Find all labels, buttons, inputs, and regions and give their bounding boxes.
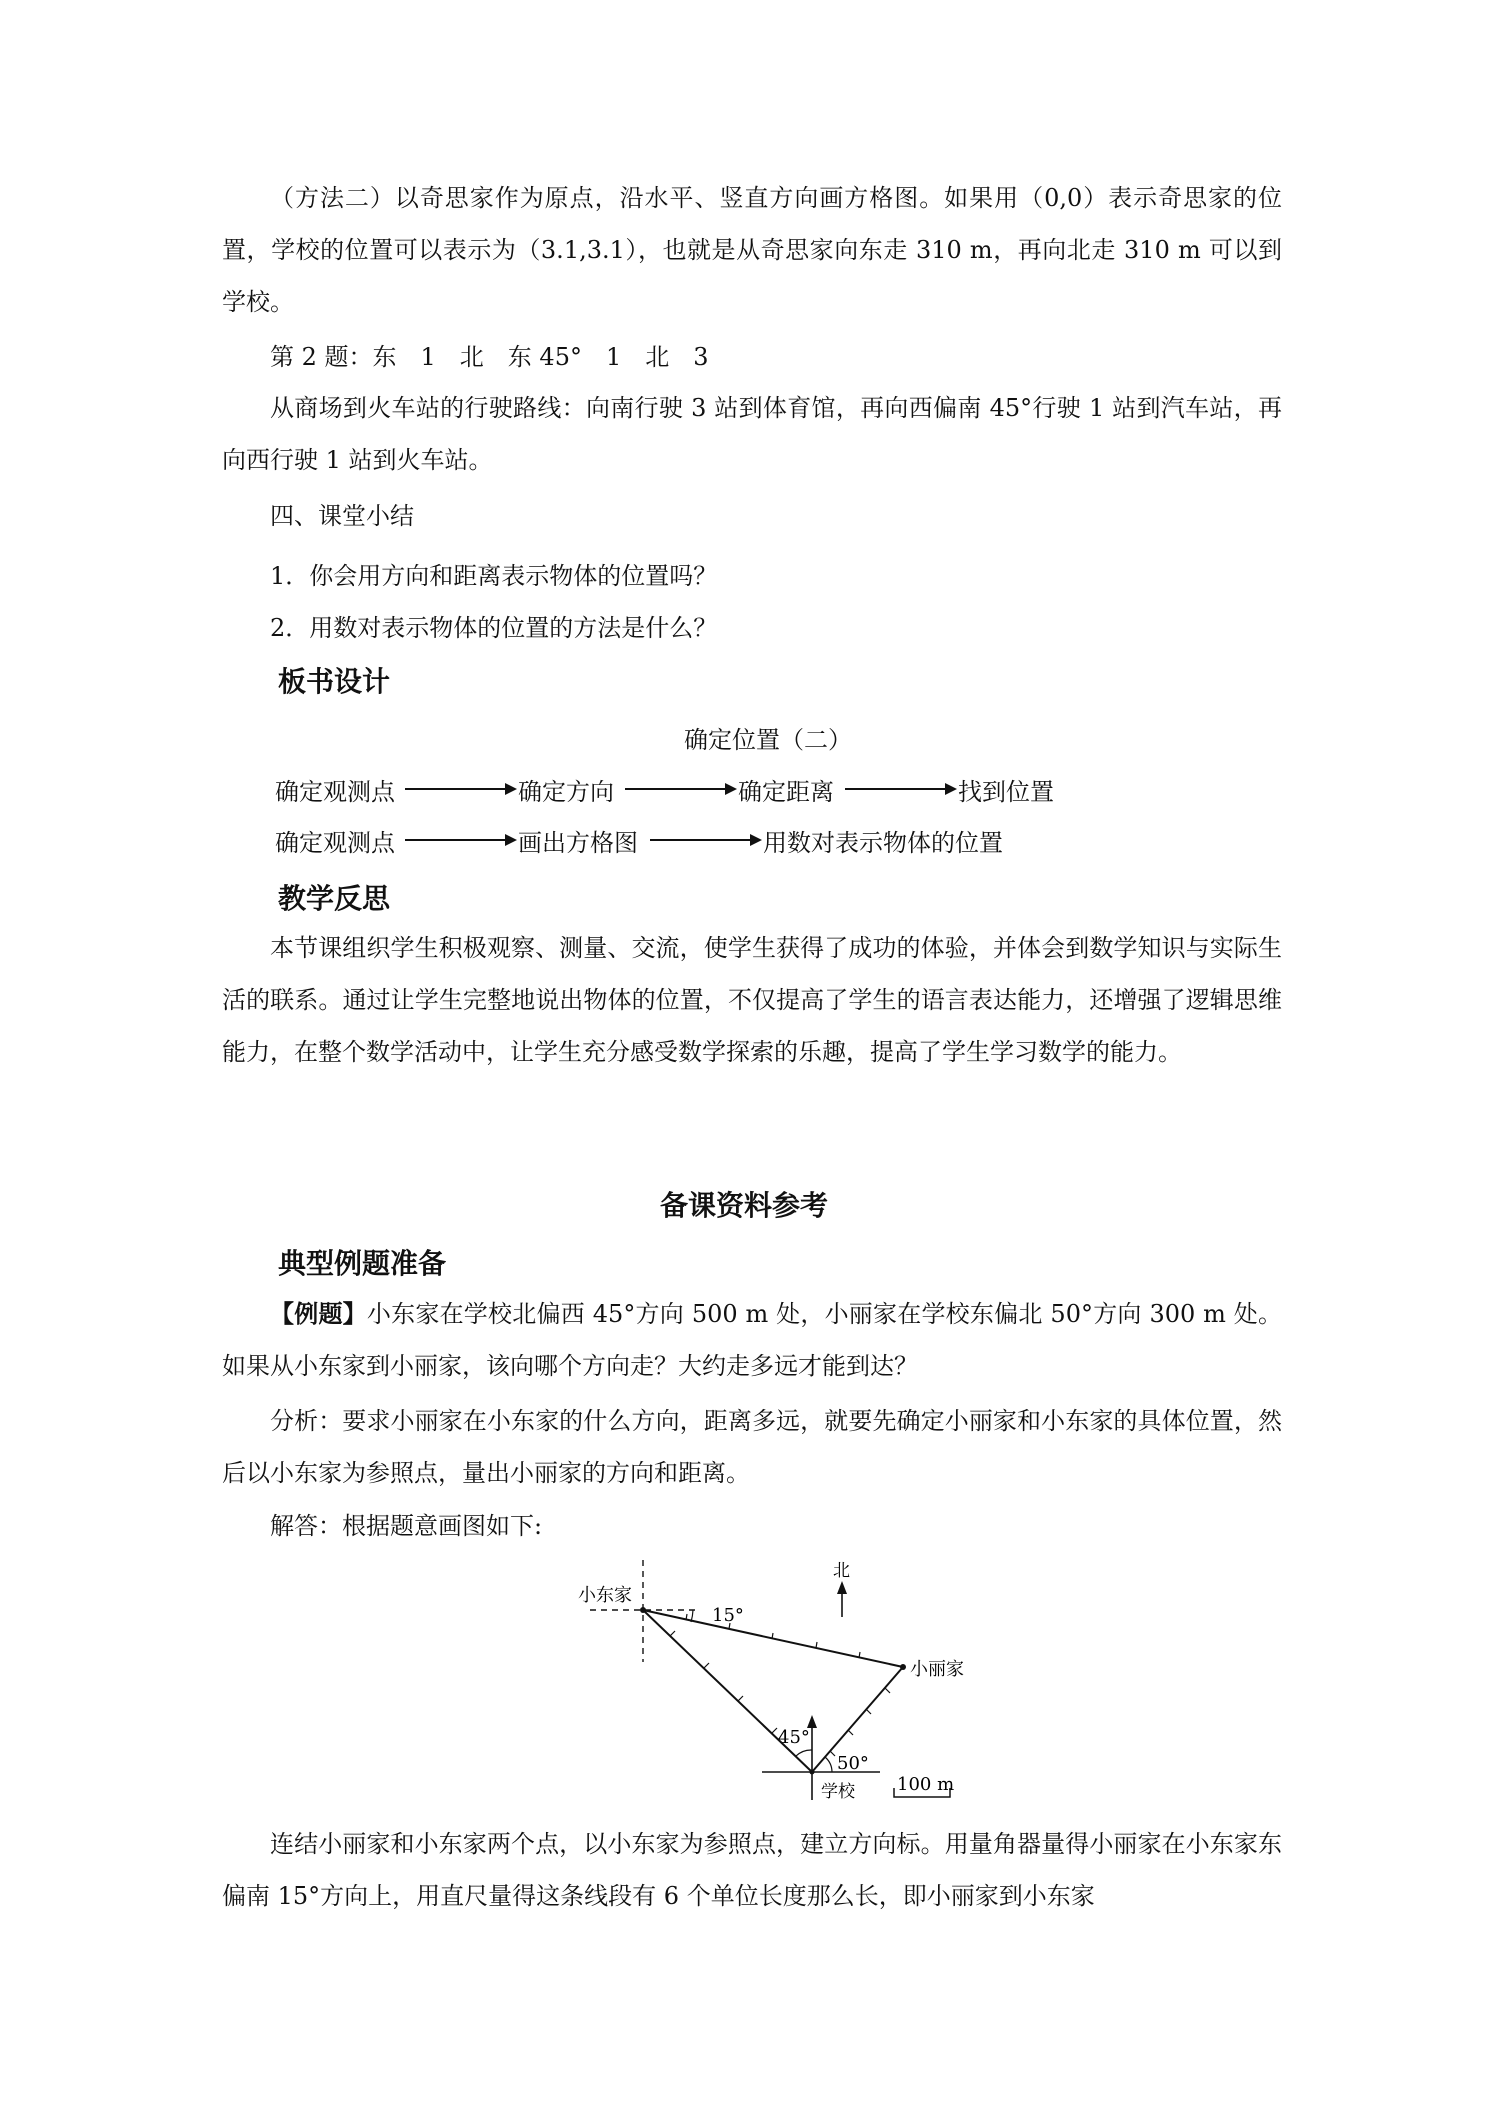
- q2-label: 第 2 题：: [270, 343, 373, 371]
- reference-title: 备课资料参考: [659, 1189, 828, 1222]
- analysis-text: 要求小丽家在小东家的什么方向，距离多远，就要先确定小丽家和小东家的具体位置，然后以小东家为参照点，量出小丽家的方向和距离。: [222, 1407, 1283, 1487]
- board-row1-item-3: 确定距离: [738, 778, 834, 806]
- north-label: 北: [833, 1561, 850, 1581]
- summary-heading: 四、课堂小结: [270, 502, 414, 530]
- board-row1-item-1: 确定观测点: [275, 778, 395, 806]
- xiaoli-point: [900, 1664, 906, 1670]
- board-row2-item-1: 确定观测点: [275, 829, 395, 857]
- example-label: 【例题】: [270, 1300, 367, 1328]
- board-row1-item-4: 找到位置: [958, 778, 1054, 806]
- board-heading: 板书设计: [278, 665, 391, 698]
- conclusion-paragraph: 连结小丽家和小东家两个点，以小东家为参照点，建立方向标。用量角器量得小丽家在小东家东偏南 15°方向上，用直尺量得这条线段有 6 个单位长度那么长，即小丽家到小东家: [222, 1830, 1282, 1910]
- angle-arc-50: [825, 1757, 832, 1772]
- school-label: 学校: [821, 1782, 855, 1802]
- board-row2-item-3: 用数对表示物体的位置: [763, 829, 1003, 857]
- route-paragraph: 从商场到火车站的行驶路线：向南行驶 3 站到体育馆，再向西偏南 45°行驶 1 站到汽车站，再向西行驶 1 站到火车站。: [222, 394, 1282, 474]
- angle45-label: 45°: [778, 1727, 810, 1748]
- analysis-label: 分析：: [270, 1407, 343, 1435]
- north-arrow-icon: [837, 1581, 847, 1594]
- xiaodong-label: 小东家: [578, 1585, 632, 1606]
- reference-subheading: 典型例题准备: [278, 1247, 447, 1280]
- segment-xiaodong-xiaoli: [643, 1610, 903, 1667]
- board-row1-item-2: 确定方向: [518, 778, 614, 806]
- scale-label: 100 m: [897, 1774, 955, 1795]
- xiaoli-label: 小丽家: [910, 1659, 964, 1680]
- school-point: [810, 1770, 815, 1775]
- xiaodong-point: [640, 1607, 646, 1613]
- angle-arc-45: [796, 1750, 812, 1756]
- summary-item-1: 1．你会用方向和距离表示物体的位置吗？: [270, 562, 718, 590]
- board-row2-item-2: 画出方格图: [518, 829, 638, 857]
- angle15-label: 15°: [712, 1605, 744, 1626]
- angle50-label: 50°: [837, 1753, 869, 1774]
- q2-answers: 东 1 北 东 45° 1 北 3: [372, 343, 709, 371]
- reflection-paragraph: 本节课组织学生积极观察、测量、交流，使学生获得了成功的体验，并体会到数学知识与实际生活的联系。通过让学生完整地说出物体的位置，不仅提高了学生的语言表达能力，还增强了逻辑思维能力，在整个数学活动中，让学生充分感受数学探索的乐趣，提高了学生学习数学的能力。: [222, 934, 1282, 1066]
- reflection-heading: 教学反思: [278, 882, 391, 915]
- answer-text: 根据题意画图如下:: [342, 1512, 543, 1540]
- answer-label: 解答：: [270, 1512, 342, 1540]
- board-title: 确定位置（二）: [684, 726, 852, 754]
- method2-paragraph: （方法二）以奇思家作为原点，沿水平、竖直方向画方格图。如果用（0,0）表示奇思家的位置，学校的位置可以表示为（3.1,3.1），也就是从奇思家向东走 310 m，再向北走 310 m 可以到学校。: [222, 184, 1282, 316]
- example-text: 小东家在学校北偏西 45°方向 500 m 处，小丽家在学校东偏北 50°方向 300 m 处。如果从小东家到小丽家，该向哪个方向走？大约走多远才能到达？: [222, 1300, 1282, 1380]
- summary-item-2: 2．用数对表示物体的位置的方法是什么？: [270, 614, 718, 642]
